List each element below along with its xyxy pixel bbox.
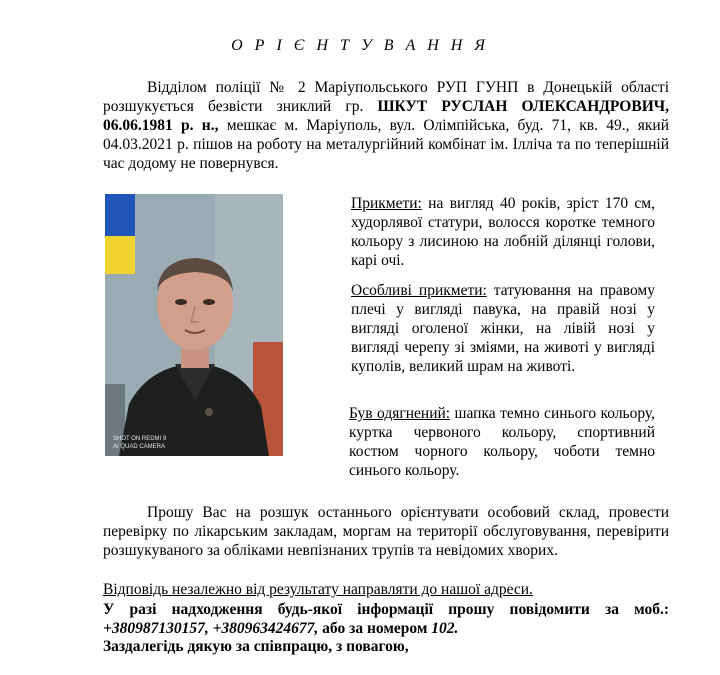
contact-text-start: У разі надходження будь-якої інформації прошу повідомити за моб.: — [103, 601, 669, 618]
special-features-block — [351, 281, 655, 376]
contact-paragraph — [103, 600, 669, 638]
features-text: на вигляд 40 років, зріст 170 см, худорлявої статури, волосся коротке темного кольору з лисиною на лобній ділянці голови, карі очі. — [351, 195, 655, 269]
special-features-label: Особливі прикмети: — [351, 282, 487, 299]
emergency-number: 102. — [431, 620, 459, 637]
flag-yellow-stripe — [105, 236, 135, 274]
closing-line: Заздалегідь дякую за співпрацю, з повагою, — [103, 638, 409, 655]
intro-paragraph — [103, 78, 669, 173]
intro-text-end: мешкає м. Маріуполь, вул. Олімпійська, буд. 71, кв. 49., який 04.03.2021 р. пішов на роботу на металургійний комбінат ім. Ілліча та по теперішній час додому не повернувся. — [103, 117, 669, 172]
flag-blue-stripe — [105, 194, 135, 236]
photo-watermark-line1: SHOT ON REDMI 9 — [113, 436, 167, 442]
photo-watermark-line2: AI QUAD CAMERA — [113, 444, 166, 450]
left-eye — [175, 299, 187, 305]
missing-person-photo — [105, 194, 283, 456]
features-label: Прикмети: — [351, 195, 422, 212]
intro-text-start: Відділом поліції № 2 Маріупольського РУП ГУНП в Донецькій області розшукується безвісти зниклий гр. — [103, 79, 669, 115]
contact-phones: +380987130157, +380963424677, — [103, 620, 319, 637]
photo-illustration — [105, 194, 283, 456]
jacket-button — [205, 408, 213, 416]
missing-person-name: ШКУТ РУСЛАН ОЛЕКСАНДРОВИЧ, 06.06.1981 р. н., — [103, 98, 670, 134]
request-paragraph: Прошу Вас на розшук останнього орієнтувати особовий склад, провести перевірку по лікарським закладам, моргам на території обслуговування, перевірити розшукуваного за обліками невпізнаних трупів та невідомих хворих. — [103, 504, 669, 559]
clothes-text: шапка темно синього кольору, куртка червоного кольору, спортивний костюм чорного кольору, чоботи темно синього кольору. — [349, 405, 655, 479]
features-block — [351, 194, 655, 270]
document-title: О Р І Є Н Т У В А Н Н Я — [231, 37, 489, 54]
special-features-text: татуювання на правому плечі у вигляді павука, на правій нозі у вигляді оголеної жінки, на лівій нозі у вигляді черепу зі зміями, на животі у вигляді куполів, великий шрам на животі. — [351, 282, 655, 375]
contact-text-mid: або за номером — [318, 620, 432, 637]
clothes-label: Був одягнений: — [349, 405, 451, 422]
response-note: Відповідь незалежно від результату направляти до нашої адреси. — [103, 581, 533, 598]
clothes-block — [349, 404, 655, 480]
right-eye — [203, 299, 215, 305]
